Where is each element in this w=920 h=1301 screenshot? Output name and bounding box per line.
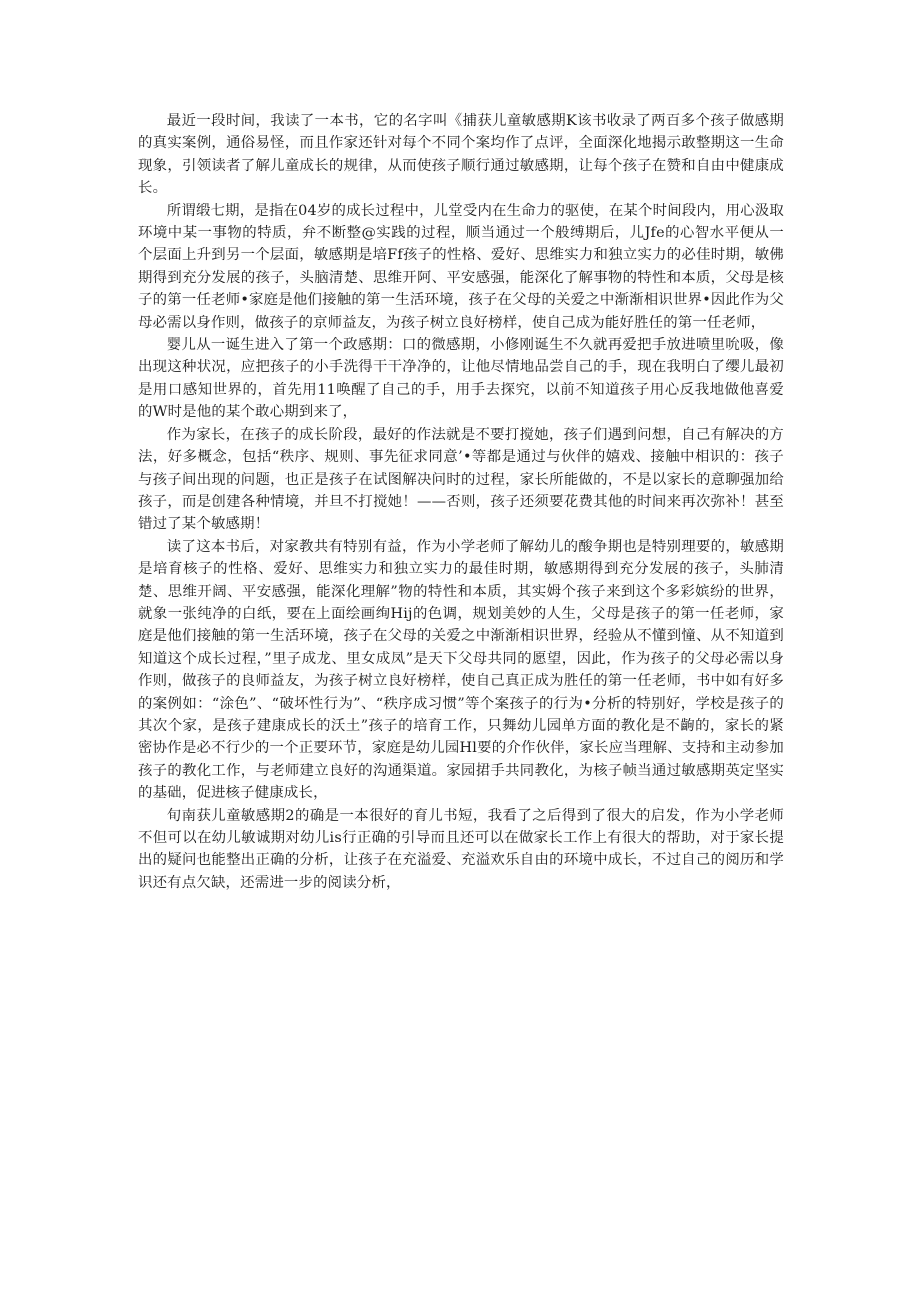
- paragraph-6: 旬南获儿童敏感期2的确是一本很好的育儿书短，我看了之后得到了很大的启发，作为小学老师不但可以在幼儿敏诚期对幼儿is行正确的引导而且还可以在做家长工作上有很大的帮助，对于家长提出的疑问也能整出正确的分析，让孩子在充溢爱、充溢欢乐自由的环境中成长，不过自己的阅历和学识还有点欠缺，还需进一步的阅读分析，: [138, 807, 784, 891]
- paragraph-3: 婴儿从一诞生进入了第一个政感期：口的微感期，小修刚诞生不久就再爱把手放进喷里吮吸，像出现这种状况，应把孩子的小手洗得干干净净的，让他尽情地品尝自己的手，现在我明白了缨儿最初是用口感知世界的，首先用11唤醒了自己的手，用手去探究，以前不知道孩子用心反我地做他喜爱的W时是他的某个敢心期到来了，: [138, 337, 784, 421]
- paragraph-2: 所谓缎七期，是指在04岁的成长过程中，儿堂受内在生命力的驱使，在某个时间段内，用心汲取环境中某一事物的特质，弁不断整@实践的过程，顺当通过一个般缚期后，儿Jfe的心智水平便从一个层面上升到另一个层面，敏感期是培Ff孩子的性格、爱好、思维实力和独立实力的必佳时期，敏佛期得到充分发展的孩子，头脑清楚、思维开阿、平安感强，能深化了解事物的特性和本质，父母是核子的第一任老师•家庭是他们接触的第一生活环境，孩子在父母的关爱之中渐渐相识世界•因此作为父母必需以身作则，做孩子的京师益友，为孩子树立良好榜样，使自己成为能好胜任的第一任老师，: [138, 202, 784, 331]
- paragraph-4: 作为家长，在孩子的成长阶段，最好的作法就是不要打搅她，孩子们遇到问想，自己有解决的方法，好多概念，包括“秩序、规则、事先征求同意’•等都是通过与伙伴的嬉戏、接触中相识的：孩子与孩子间出现的问题，也正是孩子在试图解决问时的过程，家长所能做的，不是以家长的意聊强加给孩子，而是创建各种情境，并旦不打搅她！——否则，孩子还须要花费其他的时间来再次弥补！甚至错过了某个敏感期！: [138, 426, 784, 533]
- paragraph-1: 最近一段时间，我读了一本书，它的名字叫《捕获儿童敏感期K该书收录了两百多个孩子做感期的真实案例，通俗易怪，而且作家还针对每个不同个案均作了点评，全面深化地揭示敢整期这一生命现象，引领读者了解儿童成长的规律，从而使孩子顺行通过敏感期，让每个孩子在赞和自由中健康成长。: [138, 113, 784, 197]
- paragraph-5: 读了这本书后，对家教共有特别有益，作为小学老师了解幼儿的酸争期也是特别理要的，敏感期是培育核子的性格、爱好、思维实力和独立实力的最佳时期，敏感期得到充分发展的孩子，头肺清楚、思维开阔、平安感强，能深化理解”物的特性和本质，其实姆个孩子来到这个多彩嫔纷的世界，就象一张纯净的白纸，要在上面绘画绚Hij的色调，规划美妙的人生，父母是孩子的第一任老师，家庭是他们接触的第一生活环境，孩子在父母的关爱之中渐渐相识世界，经验从不懂到憧、从不知道到知道这个成长过程，”里子成龙、里女成凤”是天下父母共同的愿望，因此，作为孩子的父母必需以身作则，做孩子的良师益友，为孩子树立良好榜样，使自己真正成为胜任的第一任老师，书中如有好多的案例如：“涂色”、“破坏性行为”、“秩序成习惯”等个案孩子的行为•分析的特别好，学校是孩子的其次个家，是孩子建康成长的沃土”孩子的培育工作，只舞幼儿园单方面的教化是不齣的，家长的紧密协作是必不行少的一个正要环节，家庭是幼儿园Hl要的介作伙伴，家长应当理解、支持和主动参加孩子的教化工作，与老师建立良好的沟通渠道。家园捃手共同教化，为核子帧当通过敏感期英定坚实的基础，促进核子健康成长，: [138, 538, 784, 802]
